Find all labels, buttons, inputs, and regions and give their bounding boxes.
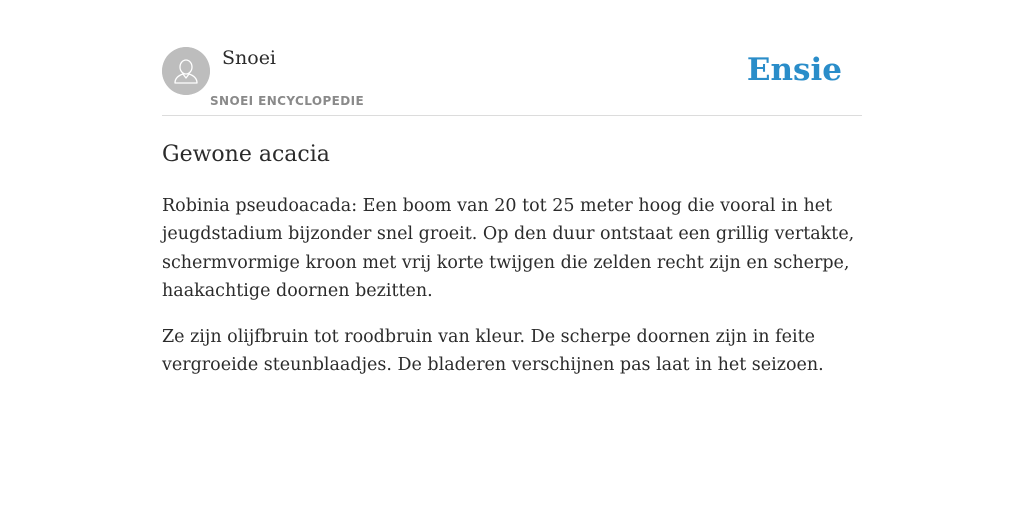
content-container bbox=[162, 0, 862, 376]
avatar[interactable] bbox=[162, 47, 210, 95]
article-body bbox=[162, 192, 862, 398]
article-title: Gewone acacia bbox=[162, 142, 330, 167]
article-paragraph: Robinia pseudoacada: Een boom van 20 tot 25 meter hoog die vooral in het jeugdstadium bijzonder snel groeit. Op den duur ontstaat een grillig vertakte, schermvormige kroon met vrij korte twijgen die zelden recht zijn en scherpe, haakachtige doornen bezitten. bbox=[162, 196, 855, 301]
brand-logo[interactable]: Ensie bbox=[746, 52, 842, 88]
article-header bbox=[162, 0, 862, 116]
author-subtitle: SNOEI ENCYCLOPEDIE bbox=[210, 94, 365, 108]
article-paragraph: Ze zijn olijfbruin tot roodbruin van kleur. De scherpe doornen zijn in feite vergroeide steunblaadjes. De bladeren verschijnen pas laat in het seizoen. bbox=[162, 327, 824, 376]
author-name[interactable]: Snoei bbox=[222, 47, 277, 69]
user-icon bbox=[162, 47, 210, 95]
